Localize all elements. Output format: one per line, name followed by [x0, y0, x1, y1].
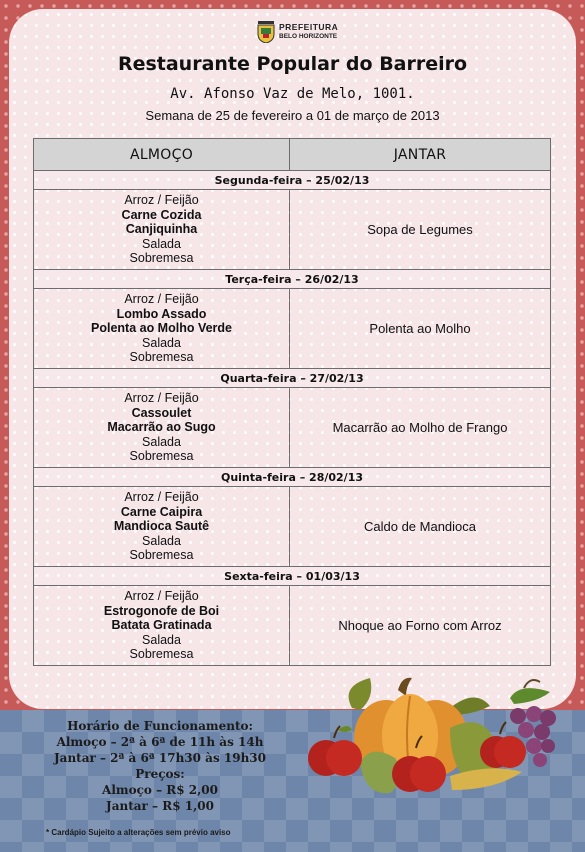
dinner-hours: Jantar – 2ª à 6ª 17h30 às 19h30: [54, 751, 266, 765]
lunch-item: Cassoulet: [131, 405, 192, 420]
lunch-item: Carne Caipira: [120, 504, 203, 519]
day-label: Quarta-feira – 27/02/13: [34, 369, 551, 388]
lunch-item: Sobremesa: [129, 647, 194, 662]
lunch-item: Salada: [142, 632, 181, 647]
lunch-item: Arroz / Feijão: [124, 292, 199, 307]
day-label: Segunda-feira – 25/02/13: [34, 171, 551, 190]
lunch-column-header: ALMOÇO: [34, 139, 290, 171]
dinner-cell: Caldo de Mandioca: [290, 487, 551, 567]
dinner-column-header: JANTAR: [290, 139, 551, 171]
lunch-cell: [34, 586, 290, 666]
page-title: Restaurante Popular do Barreiro: [117, 53, 468, 75]
lunch-cell: [34, 289, 290, 369]
menu-table: [33, 138, 551, 666]
table-row: [34, 289, 551, 369]
lunch-item: Salada: [142, 236, 181, 251]
coat-of-arms-icon: [256, 21, 276, 43]
lunch-item: Macarrão ao Sugo: [107, 420, 216, 435]
day-label: Terça-feira – 26/02/13: [34, 270, 551, 289]
prices-heading: Preços:: [135, 767, 185, 781]
lunch-item: Sobremesa: [129, 251, 194, 266]
lunch-item: Salada: [142, 434, 181, 449]
dinner-cell: Nhoque ao Forno com Arroz: [290, 586, 551, 666]
lunch-item: Sobremesa: [129, 449, 194, 464]
lunch-cell: [34, 487, 290, 567]
logo-line-1: PREFEITURA: [279, 22, 339, 32]
lunch-item: Carne Cozida: [121, 207, 202, 222]
lunch-item: Sobremesa: [129, 350, 194, 365]
lunch-item: Polenta ao Molho Verde: [91, 321, 232, 336]
city-hall-logo: [256, 19, 344, 45]
table-row: [34, 388, 551, 468]
table-row: [34, 487, 551, 567]
table-row: [34, 190, 551, 270]
lunch-price: Almoço – R$ 2,00: [102, 783, 218, 797]
lunch-item: Arroz / Feijão: [124, 193, 199, 208]
disclaimer: * Cardápio Sujeito a alterações sem prévio aviso: [46, 828, 231, 837]
dinner-cell: Sopa de Legumes: [290, 190, 551, 270]
harvest-fruit-illustration: [300, 668, 562, 798]
day-label: Sexta-feira – 01/03/13: [34, 567, 551, 586]
dinner-cell: Macarrão ao Molho de Frango: [290, 388, 551, 468]
lunch-item: Estrogonofe de Boi: [103, 603, 220, 618]
leaf-icon: [349, 678, 372, 710]
apple-icon: [308, 726, 362, 776]
lunch-item: Canjiquinha: [125, 222, 198, 237]
lunch-cell: [34, 190, 290, 270]
lunch-item: Sobremesa: [129, 548, 194, 563]
hours-heading: Horário de Funcionamento:: [67, 719, 253, 733]
lunch-item: Mandioca Sautê: [113, 519, 210, 534]
opening-hours: [40, 718, 280, 814]
dinner-cell: Polenta ao Molho: [290, 289, 551, 369]
day-label: Quinta-feira – 28/02/13: [34, 468, 551, 487]
lunch-item: Salada: [142, 533, 181, 548]
table-row: [34, 586, 551, 666]
lunch-item: Batata Gratinada: [111, 618, 212, 633]
lunch-item: Arroz / Feijão: [124, 589, 199, 604]
lunch-item: Lombo Assado: [116, 306, 207, 321]
week-range: Semana de 25 de fevereiro a 01 de março de 2013: [145, 108, 440, 123]
dinner-price: Jantar – R$ 1,00: [106, 799, 214, 813]
lunch-hours: Almoço – 2ª à 6ª de 11h às 14h: [56, 735, 264, 749]
lunch-item: Arroz / Feijão: [124, 391, 199, 406]
lunch-item: Salada: [142, 335, 181, 350]
lunch-cell: [34, 388, 290, 468]
address: Av. Afonso Vaz de Melo, 1001.: [170, 86, 415, 102]
logo-line-2: BELO HORIZONTE: [279, 33, 338, 40]
lunch-item: Arroz / Feijão: [124, 490, 199, 505]
